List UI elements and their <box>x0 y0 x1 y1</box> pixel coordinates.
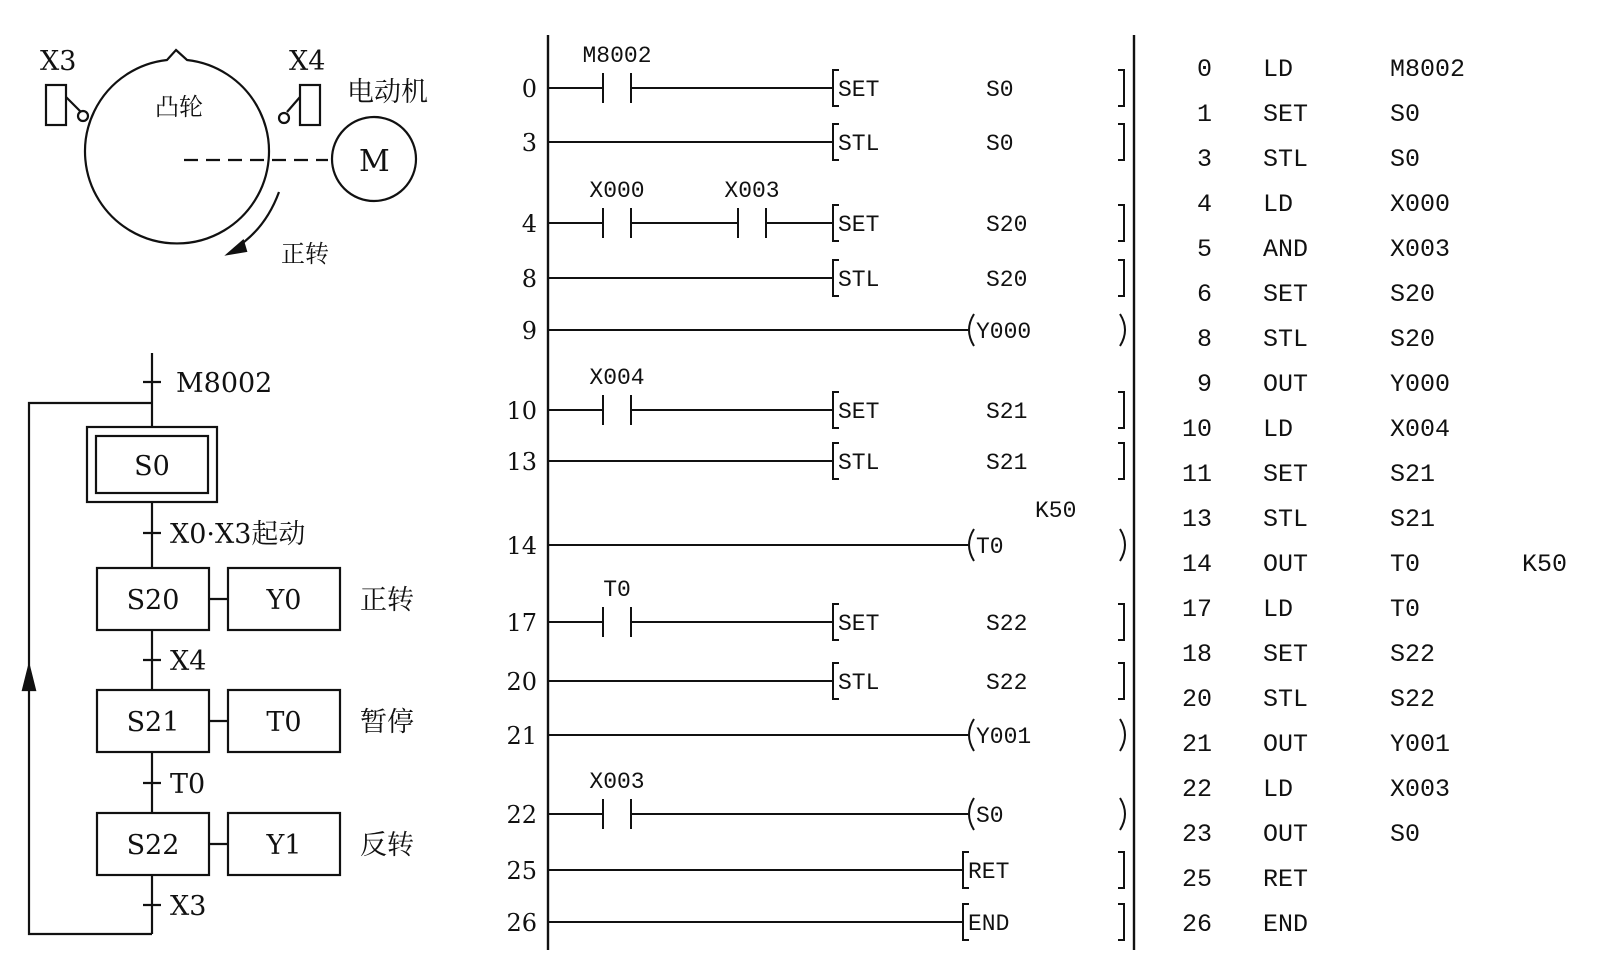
ladder-rung <box>522 124 1124 160</box>
rotation-label: 正转 <box>281 240 329 268</box>
instr-keyword: STL <box>838 670 880 696</box>
rung-step-number: 20 <box>506 668 537 696</box>
action-label-t0: T0 <box>266 707 302 738</box>
ladder-rung <box>506 719 1125 751</box>
instr-step: 14 <box>1181 550 1212 579</box>
instr-step: 18 <box>1181 640 1212 669</box>
instr-opcode: LD <box>1263 775 1294 804</box>
instr-opcode: SET <box>1263 280 1309 309</box>
ladder-rung <box>506 577 1124 640</box>
coil-operand: T0 <box>976 534 1004 560</box>
instr-opcode: OUT <box>1263 370 1309 399</box>
contact-label: T0 <box>603 577 631 603</box>
instr-opcode: LD <box>1263 595 1294 624</box>
instruction-row <box>1182 910 1308 939</box>
ladder-rung <box>506 852 1124 888</box>
step-note-reverse: 反转 <box>360 830 414 861</box>
instr-keyword: SET <box>838 212 880 238</box>
instr-operand: S0 <box>1390 820 1421 849</box>
limit-switch-x4-lever <box>287 97 300 112</box>
instr-operand: S21 <box>986 399 1028 425</box>
instr-operand: X003 <box>1390 235 1451 264</box>
coil-operand: S0 <box>976 803 1004 829</box>
instruction-row <box>1182 460 1435 489</box>
instr-opcode: STL <box>1263 505 1309 534</box>
rung-step-number: 13 <box>506 448 537 476</box>
instr-operand: S0 <box>986 77 1014 103</box>
coil-open-paren <box>969 314 974 346</box>
instr-step: 26 <box>1181 910 1212 939</box>
instr-operand: S21 <box>1390 505 1436 534</box>
instr-operand: S22 <box>1390 640 1436 669</box>
timer-constant: K50 <box>1035 498 1077 524</box>
instr-step: 25 <box>1181 865 1212 894</box>
instr-close-bracket <box>1118 205 1124 241</box>
rung-step-number: 3 <box>521 129 537 157</box>
instruction-row <box>1182 865 1308 894</box>
ladder-rung <box>522 43 1124 106</box>
instr-operand: S20 <box>986 267 1028 293</box>
instr-step: 5 <box>1196 235 1212 264</box>
instr-keyword: SET <box>838 611 880 637</box>
instr-close-bracket <box>1118 260 1124 296</box>
coil-close-paren <box>1120 314 1125 346</box>
instr-close-bracket <box>1118 443 1124 479</box>
limit-switch-x3 <box>46 85 66 125</box>
instr-operand: T0 <box>1390 595 1421 624</box>
instr-opcode: LD <box>1263 415 1294 444</box>
instr-operand: Y001 <box>1390 730 1451 759</box>
instruction-row <box>1197 190 1450 219</box>
instr-close-bracket <box>1118 392 1124 428</box>
instr-opcode: SET <box>1263 100 1309 129</box>
contact-label: M8002 <box>582 43 652 69</box>
instr-opcode: SET <box>1263 640 1309 669</box>
rung-step-number: 25 <box>506 857 537 885</box>
instruction-row <box>1197 370 1450 399</box>
instr-operand: S20 <box>986 212 1028 238</box>
instr-opcode: STL <box>1263 685 1309 714</box>
action-label-y1: Y1 <box>266 830 302 861</box>
instr-step: 3 <box>1196 145 1212 174</box>
instr-close-bracket <box>1118 663 1124 699</box>
instr-operand: S20 <box>1390 325 1436 354</box>
coil-operand: Y000 <box>976 319 1032 345</box>
ladder-rung <box>506 498 1125 561</box>
instr-step: 6 <box>1196 280 1212 309</box>
transition-label-start: X0·X3起动 <box>170 519 306 550</box>
instr-close-bracket <box>1118 852 1124 888</box>
instr-step: 20 <box>1181 685 1212 714</box>
instruction-row <box>1182 730 1450 759</box>
instruction-row <box>1182 415 1450 444</box>
instruction-row <box>1197 325 1435 354</box>
rung-step-number: 9 <box>521 317 537 345</box>
instr-step: 13 <box>1181 505 1212 534</box>
coil-close-paren <box>1120 529 1125 561</box>
contact-label: X004 <box>589 365 645 391</box>
instr-opcode: OUT <box>1263 550 1309 579</box>
instr-opcode: AND <box>1263 235 1309 264</box>
instr-opcode: RET <box>1263 865 1309 894</box>
instr-close-bracket <box>1118 604 1124 640</box>
ladder-rung <box>506 904 1124 940</box>
transition-label-x3: X3 <box>170 891 207 922</box>
rung-step-number: 14 <box>506 532 537 560</box>
instruction-row <box>1197 55 1465 84</box>
step-note-forward: 正转 <box>360 585 414 616</box>
step-label-s20: S20 <box>126 585 180 616</box>
instr-operand: T0 <box>1390 550 1421 579</box>
transition-label-t0: T0 <box>170 769 206 800</box>
instr-opcode: END <box>1263 910 1309 939</box>
instruction-row <box>1182 505 1435 534</box>
limit-switch-x4-roller <box>279 113 289 123</box>
instr-operand: X003 <box>1390 775 1451 804</box>
instr-opcode: STL <box>1263 145 1309 174</box>
switch-label-x3: X3 <box>40 46 77 77</box>
rung-step-number: 8 <box>521 265 537 293</box>
instruction-row <box>1197 235 1450 264</box>
ladder-rung <box>522 178 1124 241</box>
instr-step: 23 <box>1181 820 1212 849</box>
instr-keyword: END <box>968 911 1010 937</box>
rotation-arrowhead <box>228 241 246 254</box>
coil-open-paren <box>969 529 974 561</box>
limit-switch-x3-lever <box>66 97 81 112</box>
motor-caption: 电动机 <box>347 77 428 108</box>
limit-switch-x4 <box>300 85 320 125</box>
instruction-row <box>1182 640 1435 669</box>
instr-operand: S0 <box>1390 145 1421 174</box>
instr-step: 22 <box>1181 775 1212 804</box>
contact-label: X000 <box>589 178 645 204</box>
instruction-row <box>1197 100 1420 129</box>
coil-operand: Y001 <box>976 724 1032 750</box>
rotation-arrow <box>234 192 279 249</box>
transition-label-m8002: M8002 <box>176 368 273 399</box>
instruction-row <box>1182 595 1420 624</box>
instr-keyword: STL <box>838 267 880 293</box>
instr-operand: S0 <box>1390 100 1421 129</box>
instr-opcode: LD <box>1263 190 1294 219</box>
instr-step: 17 <box>1181 595 1212 624</box>
coil-close-paren <box>1120 798 1125 830</box>
coil-open-paren <box>969 798 974 830</box>
ladder-rung <box>506 365 1124 428</box>
instr-operand: S22 <box>1390 685 1436 714</box>
step-label-s22: S22 <box>126 830 180 861</box>
instr-step: 1 <box>1196 100 1212 129</box>
cam-label: 凸轮 <box>155 93 203 121</box>
rung-step-number: 0 <box>521 75 537 103</box>
instr-step: 11 <box>1181 460 1212 489</box>
rung-step-number: 10 <box>506 397 537 425</box>
ladder-rung <box>506 663 1124 699</box>
instr-operand: M8002 <box>1390 55 1466 84</box>
instr-close-bracket <box>1118 904 1124 940</box>
instr-keyword: SET <box>838 77 880 103</box>
instr-step: 10 <box>1181 415 1212 444</box>
instr-opcode: OUT <box>1263 730 1309 759</box>
instr-constant: K50 <box>1522 550 1568 579</box>
instr-step: 0 <box>1196 55 1212 84</box>
instr-close-bracket <box>1118 70 1124 106</box>
rung-step-number: 17 <box>506 609 537 637</box>
instr-operand: S22 <box>986 670 1028 696</box>
limit-switch-x3-roller <box>78 111 88 121</box>
coil-close-paren <box>1120 719 1125 751</box>
instr-opcode: SET <box>1263 460 1309 489</box>
ladder-diagram <box>506 35 1134 950</box>
sfc-return-arrowhead <box>23 666 35 690</box>
instruction-row <box>1197 145 1420 174</box>
ladder-rung <box>506 443 1124 479</box>
instr-keyword: RET <box>968 859 1010 885</box>
rung-step-number: 21 <box>506 722 537 750</box>
instr-operand: S22 <box>986 611 1028 637</box>
instr-opcode: OUT <box>1263 820 1309 849</box>
step-note-pause: 暂停 <box>360 707 414 738</box>
instr-keyword: STL <box>838 450 880 476</box>
instr-step: 8 <box>1196 325 1212 354</box>
instr-step: 9 <box>1196 370 1212 399</box>
rung-step-number: 26 <box>506 909 537 937</box>
instr-opcode: LD <box>1263 55 1294 84</box>
step-label-s21: S21 <box>126 707 180 738</box>
ladder-rung <box>506 769 1125 830</box>
motor-symbol: M <box>359 144 390 179</box>
instr-close-bracket <box>1118 124 1124 160</box>
instr-operand: X000 <box>1390 190 1451 219</box>
instruction-row <box>1182 820 1420 849</box>
contact-label: X003 <box>724 178 780 204</box>
instruction-row <box>1197 280 1435 309</box>
instr-operand: S21 <box>986 450 1028 476</box>
instr-step: 4 <box>1196 190 1212 219</box>
instruction-row <box>1182 685 1435 714</box>
instr-operand: S20 <box>1390 280 1436 309</box>
instr-keyword: SET <box>838 399 880 425</box>
coil-open-paren <box>969 719 974 751</box>
instr-keyword: STL <box>838 131 880 157</box>
contact-label: X003 <box>589 769 645 795</box>
rung-step-number: 4 <box>521 210 537 238</box>
instruction-row <box>1182 775 1450 804</box>
transition-label-x4: X4 <box>170 646 207 677</box>
ladder-rung <box>522 314 1125 346</box>
instr-operand: X004 <box>1390 415 1451 444</box>
instr-operand: Y000 <box>1390 370 1451 399</box>
instruction-row <box>1182 550 1567 579</box>
cam-wheel <box>85 50 269 243</box>
ladder-rung <box>522 260 1124 296</box>
switch-label-x4: X4 <box>289 46 326 77</box>
action-label-y0: Y0 <box>266 585 302 616</box>
instr-operand: S0 <box>986 131 1014 157</box>
rung-step-number: 22 <box>506 801 537 829</box>
instr-operand: S21 <box>1390 460 1436 489</box>
initial-step-label: S0 <box>134 451 170 482</box>
instr-step: 21 <box>1181 730 1212 759</box>
instruction-list <box>1182 55 1567 939</box>
instr-opcode: STL <box>1263 325 1309 354</box>
